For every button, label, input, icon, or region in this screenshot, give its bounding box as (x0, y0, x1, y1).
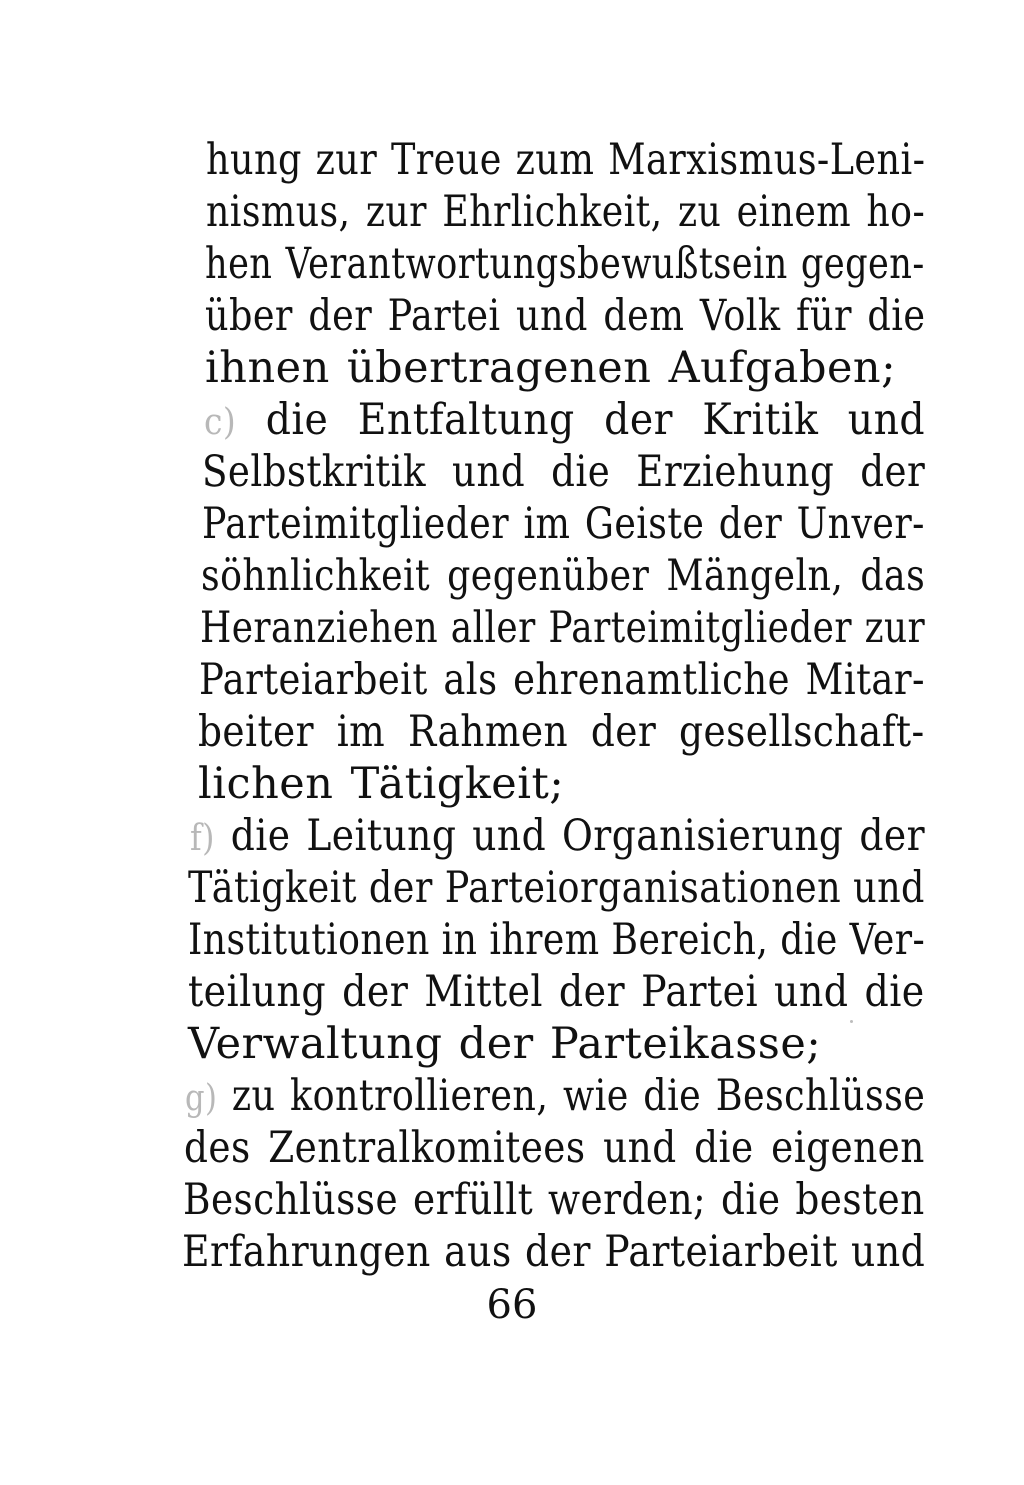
line-text: Verwaltung der Parteikasse; (188, 1019, 822, 1069)
text-line-4 (205, 290, 925, 342)
text-line-20 (184, 1122, 925, 1174)
text-line-10 (200, 602, 925, 654)
line-text: Heranziehen aller Parteimitglieder zur (200, 603, 926, 653)
line-text: lichen Tätigkeit; (198, 759, 565, 809)
text-line-7 (202, 446, 925, 498)
text-line-9 (201, 550, 925, 602)
item-marker-f: f) (190, 818, 215, 859)
line-text: ihnen übertragenen Aufgaben; (205, 343, 897, 393)
item-marker-c: c) (204, 402, 237, 443)
line-text: beiter im Rahmen der gesellschaft- (198, 707, 925, 757)
line-text: die Leitung und Organisierung der (230, 811, 925, 861)
line-text: über der Partei und dem Volk für die (205, 291, 926, 341)
line-text: Institutionen in ihrem Bereich, die Ver- (188, 915, 926, 965)
text-line-1 (206, 134, 925, 186)
line-text: zu kontrollieren, wie die Beschlüsse (231, 1071, 926, 1121)
text-line-16 (188, 914, 925, 966)
line-text: teilung der Mittel der Partei und die (188, 967, 925, 1017)
item-marker-g: g) (185, 1078, 218, 1119)
line-text: Selbstkritik und die Erziehung der (202, 447, 926, 497)
line-text: Erfahrungen aus der Parteiarbeit und (182, 1227, 926, 1277)
text-line-19 (185, 1070, 925, 1125)
text-line-12 (198, 706, 925, 758)
text-line-3 (205, 238, 925, 290)
line-text: Beschlüsse erfüllt werden; die besten (183, 1175, 925, 1225)
text-line-13 (198, 758, 564, 810)
line-text: hen Verantwortungsbewußtsein gegen- (205, 239, 925, 289)
page-number: 66 (486, 1282, 538, 1328)
text-line-11 (199, 654, 925, 706)
line-text: des Zentralkomitees und die eigenen (184, 1123, 925, 1173)
text-line-21 (183, 1174, 925, 1226)
line-text: Parteimitglieder im Geiste der Unver- (202, 499, 925, 549)
text-line-17 (188, 966, 925, 1018)
text-line-6 (204, 394, 925, 449)
text-line-18 (188, 1018, 821, 1070)
line-text: nismus, zur Ehrlichkeit, zu einem ho- (206, 187, 926, 237)
text-line-8 (202, 498, 925, 550)
text-line-15 (188, 862, 925, 914)
text-line-22 (182, 1226, 925, 1278)
scan-speck (850, 1020, 853, 1023)
line-text: Tätigkeit der Parteiorganisationen und (188, 863, 925, 913)
text-line-5 (205, 342, 896, 394)
text-line-14 (190, 810, 925, 865)
line-text: hung zur Treue zum Marxismus-Leni- (206, 135, 926, 185)
line-text: die Entfaltung der Kritik und (265, 395, 926, 445)
text-line-2 (206, 186, 925, 238)
line-text: söhnlichkeit gegenüber Mängeln, das (201, 551, 926, 601)
line-text: Parteiarbeit als ehrenamtliche Mitar- (199, 655, 925, 705)
